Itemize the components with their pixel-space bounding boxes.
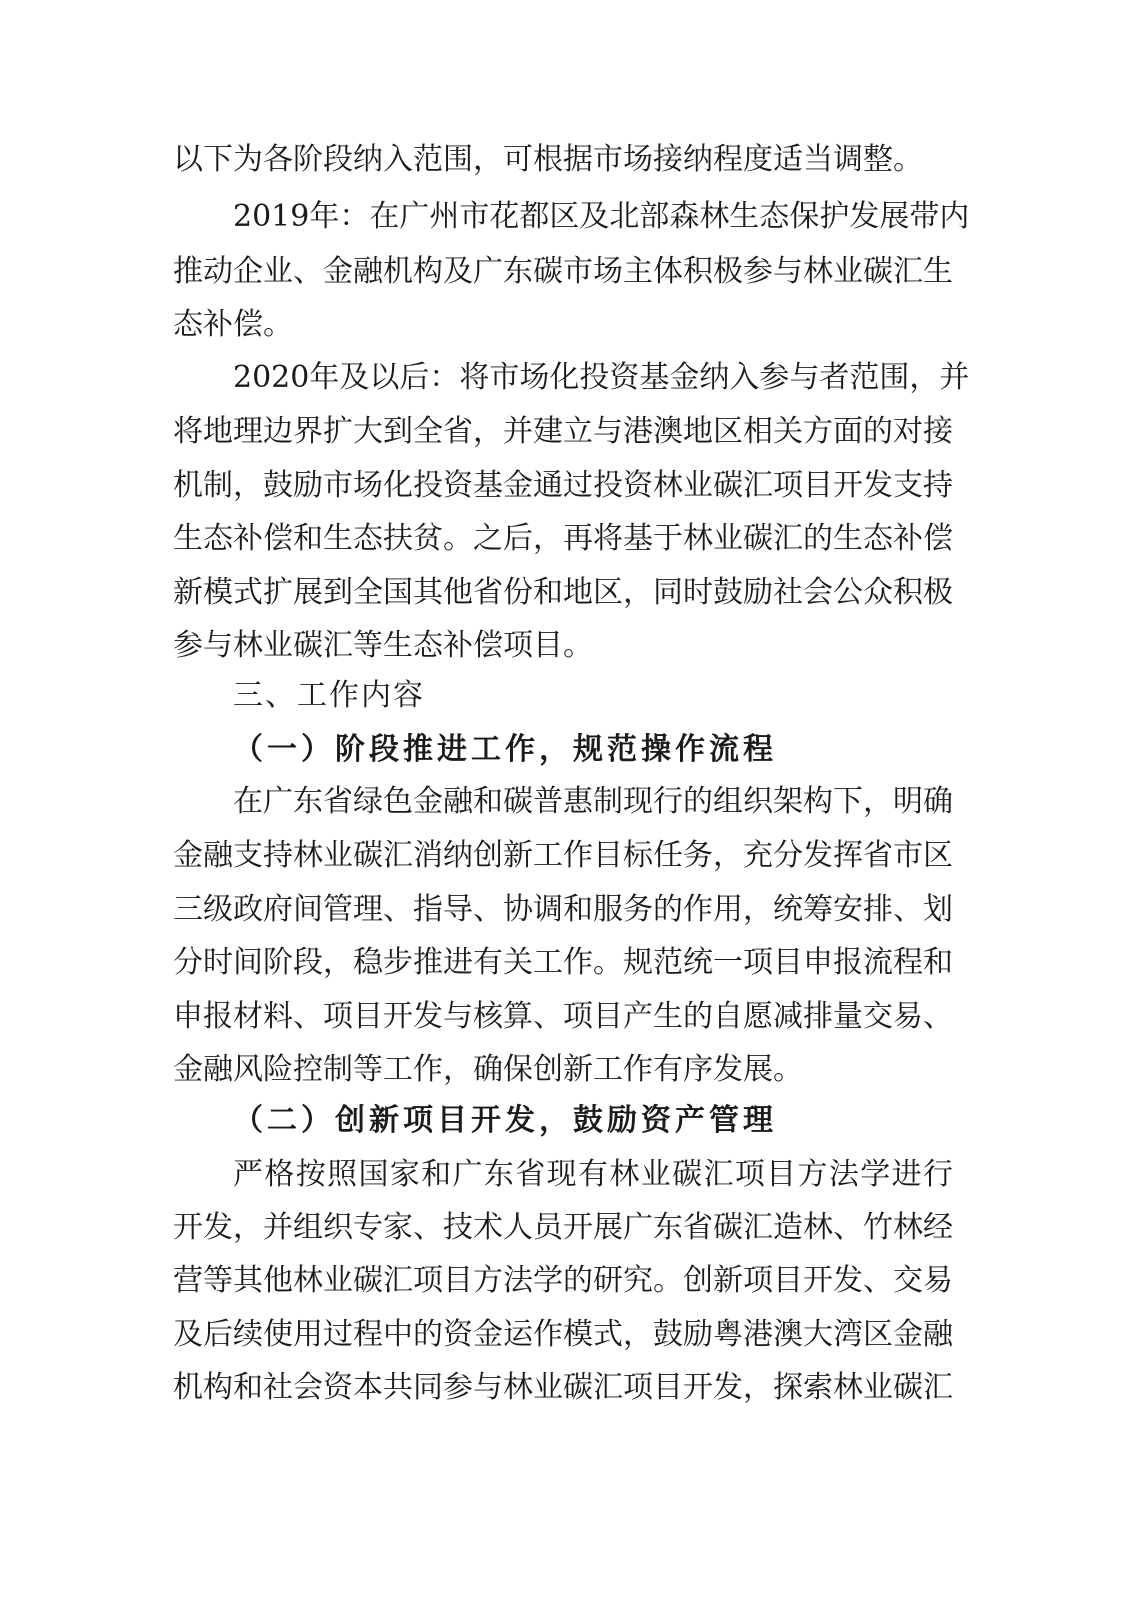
subsection-heading: （一）阶段推进工作，规范操作流程 <box>233 732 777 767</box>
paragraph-line: 严格按照国家和广东省现有林业碳汇项目方法学进行 <box>233 1157 953 1192</box>
subsection-heading: （二）创新项目开发，鼓励资产管理 <box>233 1103 777 1138</box>
paragraph-line: 分时间阶段，稳步推进有关工作。规范统一项目申报流程和 <box>173 945 953 980</box>
paragraph-line: 申报材料、项目开发与核算、项目产生的自愿减排量交易、 <box>173 999 953 1034</box>
paragraph-line: 金融风险控制等工作，确保创新工作有序发展。 <box>173 1052 803 1087</box>
paragraph-line: 2020年及以后：将市场化投资基金纳入参与者范围，并 <box>233 360 970 395</box>
paragraph-line: 新模式扩展到全国其他省份和地区，同时鼓励社会公众积极 <box>173 575 953 610</box>
paragraph-line: 开发，并组织专家、技术人员开展广东省碳汇造林、竹林经 <box>173 1210 953 1245</box>
section-heading: 三、工作内容 <box>233 678 425 713</box>
paragraph-line: 在广东省绿色金融和碳普惠制现行的组织架构下，明确 <box>233 784 953 819</box>
paragraph-line: 三级政府间管理、指导、协调和服务的作用，统筹安排、划 <box>173 892 953 927</box>
paragraph-line: 机制，鼓励市场化投资基金通过投资林业碳汇项目开发支持 <box>173 468 953 503</box>
paragraph-line: 2019年：在广州市花都区及北部森林生态保护发展带内 <box>233 199 970 234</box>
paragraph-line: 营等其他林业碳汇项目方法学的研究。创新项目开发、交易 <box>173 1263 953 1298</box>
paragraph-line: 态补偿。 <box>173 307 293 342</box>
paragraph-line: 机构和社会资本共同参与林业碳汇项目开发，探索林业碳汇 <box>173 1370 953 1405</box>
paragraph-line: 将地理边界扩大到全省，并建立与港澳地区相关方面的对接 <box>173 414 953 449</box>
paragraph-line: 生态补偿和生态扶贫。之后，再将基于林业碳汇的生态补偿 <box>173 521 953 556</box>
paragraph-line: 以下为各阶段纳入范围，可根据市场接纳程度适当调整。 <box>173 142 923 177</box>
paragraph-line: 推动企业、金融机构及广东碳市场主体积极参与林业碳汇生 <box>173 254 953 289</box>
paragraph-line: 及后续使用过程中的资金运作模式，鼓励粤港澳大湾区金融 <box>173 1317 953 1352</box>
paragraph-line: 参与林业碳汇等生态补偿项目。 <box>173 628 593 663</box>
paragraph-line: 金融支持林业碳汇消纳创新工作目标任务，充分发挥省市区 <box>173 838 953 873</box>
